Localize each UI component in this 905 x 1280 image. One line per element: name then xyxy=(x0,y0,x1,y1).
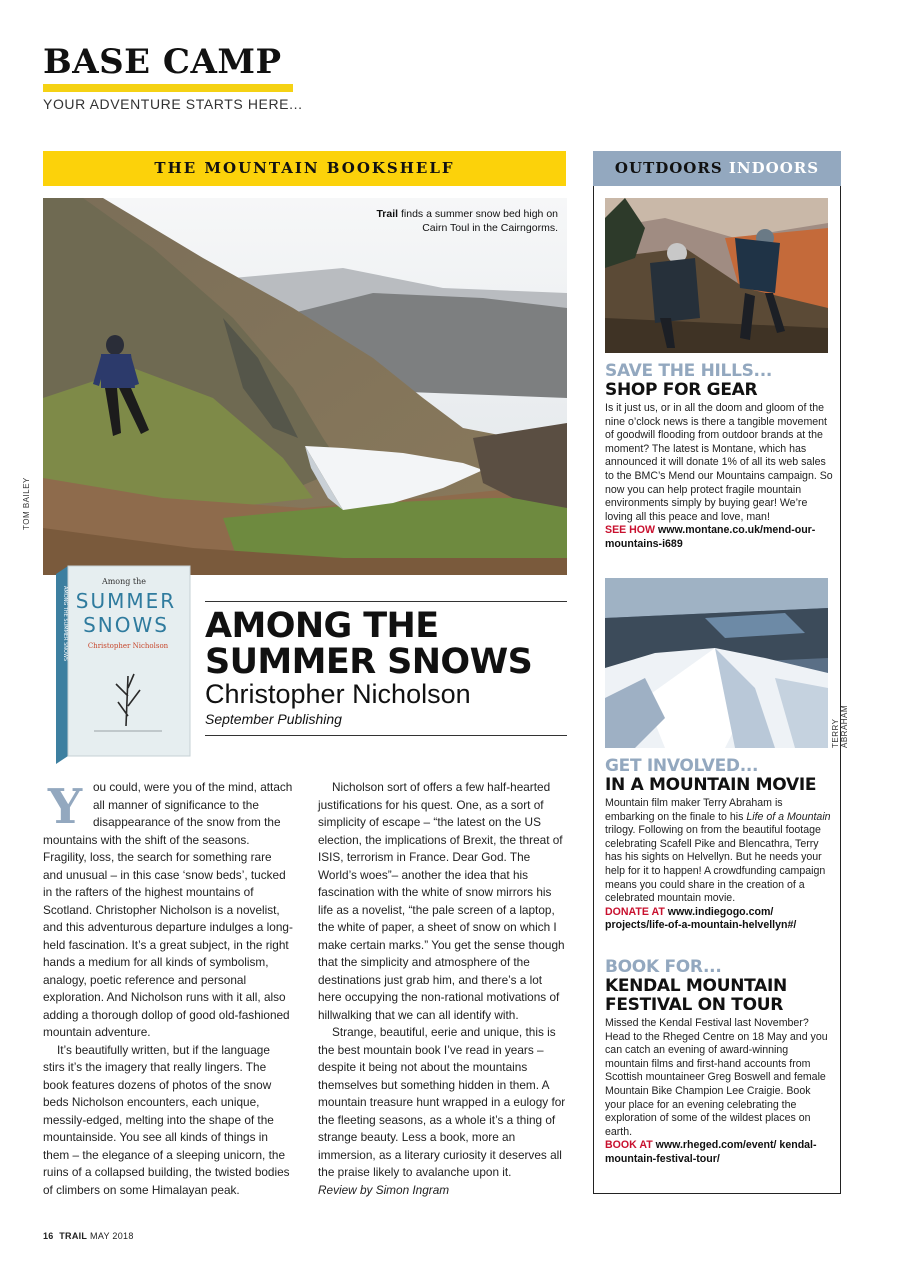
sidebar-item-mountain-movie xyxy=(605,757,833,933)
title-rule-top xyxy=(205,601,567,602)
cta-label: DONATE AT xyxy=(605,905,665,918)
sidebar-body: Is it just us, or in all the doom and gloom of the nine o’clock news is there a tangible movement of goodwill flooding from outdoor brands at the moment? The latest is Montane, which has announced it will donate 1% of all its web sales to the BMC’s Mend our Mountains campaign. So now you can help protect fragile mountain environments simply by buying gear! We’re loving all this peace and love, man! xyxy=(605,402,833,523)
photo-caption-text: finds a summer snow bed high on Cairn Toul in the Cairngorms. xyxy=(398,208,558,234)
review-paragraph: Nicholson sort of offers a few half-hearted justifications for his quest. One, as a sort of simplicity of escape – “the latest on the US election, the implications of Brexit, the threat of ISIS, terrorism in France. Dear God. The World’s woes”– another the idea that his fascination with the white of snow mirrors his life as a novelist, “the pale screen of a laptop, the white of paper, a sheet of snow on which I make certain marks.” You get the sense though that the simplicity and atmosphere of the destinations just grab him, and there’s a lot here occupying the non-rational motivations of hillwalking that we can all identify with. xyxy=(318,780,565,1022)
cta-link[interactable]: www.rheged.com/event/ kendal-mountain-festival-tour/ xyxy=(605,1139,817,1165)
sidebar-heading: SHOP FOR GEAR xyxy=(605,380,758,400)
sidebar-item-shop-for-gear xyxy=(605,362,833,552)
title-underline xyxy=(43,84,293,92)
review-paragraph: Strange, beautiful, eerie and unique, this is the best mountain book I’ve read in years – despite it being not about the mountains themselves but something hidden in them. A mountain treasure hunt wrapped in a eulogy for the fleeting seasons, as a whole it’s a thing of strange beauty. Less a book, more an immersion, as a literary curiosity it deserves all the praise likely to avalanche upon it. xyxy=(318,1025,566,1179)
review-column-2 xyxy=(318,779,568,1199)
mountain-snowbed-photo xyxy=(43,198,567,575)
photo-caption xyxy=(350,207,558,235)
snowy-ridge-aerial-photo xyxy=(605,578,828,748)
sidebar-kicker: GET INVOLVED... xyxy=(605,756,759,776)
sidebar-cta[interactable] xyxy=(605,524,833,551)
photo-credit: TERRY ABRAHAM xyxy=(831,704,849,748)
cta-link[interactable]: www.indiegogo.com/ projects/life-of-a-mountain-helvellyn#/ xyxy=(605,905,797,932)
photo-illustration xyxy=(43,198,567,575)
review-paragraph: ou could, were you of the mind, attach all manner of significance to the disappearance of the snow from the mountains with the shift of the seasons. Fragility, loss, the search for something rare and unusual – in this case ‘snow beds’, tucked in the rafters of the highest mountains of Scotland. Christopher Nicholson is a novelist, and this adventurous departure indulges a long-held fascination. It’s a great subject, in the right hands a medium for all kinds of symbolism, analogy, poetic reference and personal exploration. And Nicholson runs with it all, also adding a thorough dollop of good old-fashioned mountain adventure. xyxy=(43,780,293,1039)
sidebar-banner-word2: INDOORS xyxy=(728,159,820,177)
sidebar-body-text: trilogy. Following on from the beautiful footage celebrating Scafell Pike and Blencathra, Terry has his sights on Helvellyn. But he needs your help for it to happen! A crowdfunding campaign means you could share in the creation of a celebrated mountain movie. xyxy=(605,824,826,905)
book-title: AMONG THE SUMMER SNOWS xyxy=(205,606,533,682)
sidebar-banner-word1: OUTDOORS xyxy=(614,159,723,177)
cover-title-line2: SNOWS xyxy=(83,613,169,637)
sidebar-heading: IN A MOUNTAIN MOVIE xyxy=(605,775,817,795)
section-subtitle: YOUR ADVENTURE STARTS HERE... xyxy=(43,96,303,112)
page-footer xyxy=(43,1231,134,1241)
review-column-1 xyxy=(43,779,293,1199)
sidebar-item-kendal-festival xyxy=(605,958,833,1167)
page-number: 16 xyxy=(43,1231,54,1241)
cover-title-prefix: Among the xyxy=(101,577,147,586)
cover-author: Christopher Nicholson xyxy=(87,642,169,650)
section-title: BASE CAMP xyxy=(43,42,282,82)
sidebar-body: Missed the Kendal Festival last November? Head to the Rheged Centre on 18 May and you can catch an evening of award-winning mountain films and first-hand accounts from Scottish mountaineer Greg Boswell and female Mountain Bike Champion Lee Craigie. Book your place for an evening celebrating the exploration of some of the wildest places on earth. xyxy=(605,1017,828,1138)
photo-caption-brand: Trail xyxy=(376,208,399,220)
cta-label: BOOK AT xyxy=(605,1139,653,1152)
book-cover xyxy=(54,556,202,768)
film-title: Life of a Mountain xyxy=(746,810,831,823)
book-author: Christopher Nicholson xyxy=(205,679,471,709)
sidebar-kicker: BOOK FOR... xyxy=(605,957,722,977)
sidebar-banner xyxy=(593,151,841,186)
cta-link[interactable]: www.montane.co.uk/mend-our-mountains-i689 xyxy=(605,524,816,550)
book-publisher: September Publishing xyxy=(205,711,342,727)
title-rule-bottom xyxy=(205,735,567,736)
issue-date: MAY 2018 xyxy=(90,1231,134,1241)
volunteers-path-photo xyxy=(605,198,828,353)
photo-credit: TOM BAILEY xyxy=(22,477,31,530)
photo-illustration xyxy=(605,198,828,353)
photo-illustration xyxy=(605,578,828,748)
sidebar-body-text: Mountain film maker Terry Abraham is embarking on the finale to his xyxy=(605,797,783,823)
sidebar-cta[interactable] xyxy=(605,1139,833,1166)
drop-cap: Y xyxy=(47,779,83,835)
sidebar-body xyxy=(605,797,833,906)
bookshelf-banner: THE MOUNTAIN BOOKSHELF xyxy=(43,151,566,186)
cover-title-line1: SUMMER xyxy=(75,589,177,613)
magazine-name: TRAIL xyxy=(59,1231,88,1241)
cta-label: SEE HOW xyxy=(605,524,656,537)
sidebar-heading: KENDAL MOUNTAIN FESTIVAL ON TOUR xyxy=(605,976,787,1015)
book-cover-illustration xyxy=(54,556,202,768)
sidebar-cta[interactable] xyxy=(605,906,833,933)
cover-spine-title: AMONG THE SUMMER SNOWS xyxy=(62,586,68,662)
review-credit: Review by Simon Ingram xyxy=(318,1182,450,1197)
review-paragraph: It’s beautifully written, but if the language stirs it’s the imagery that really lingers. The book features dozens of photos of the snow beds Nicholson encounters, each unique, messily-edged, melting into the shape of the mountainside. You see all kinds of things in them – the elegance of a sleeping unicorn, the ruins of a collapsed building, the twisted bodies of climbers on some Himalayan peak. xyxy=(43,1042,290,1197)
sidebar-kicker: SAVE THE HILLS... xyxy=(605,361,773,381)
